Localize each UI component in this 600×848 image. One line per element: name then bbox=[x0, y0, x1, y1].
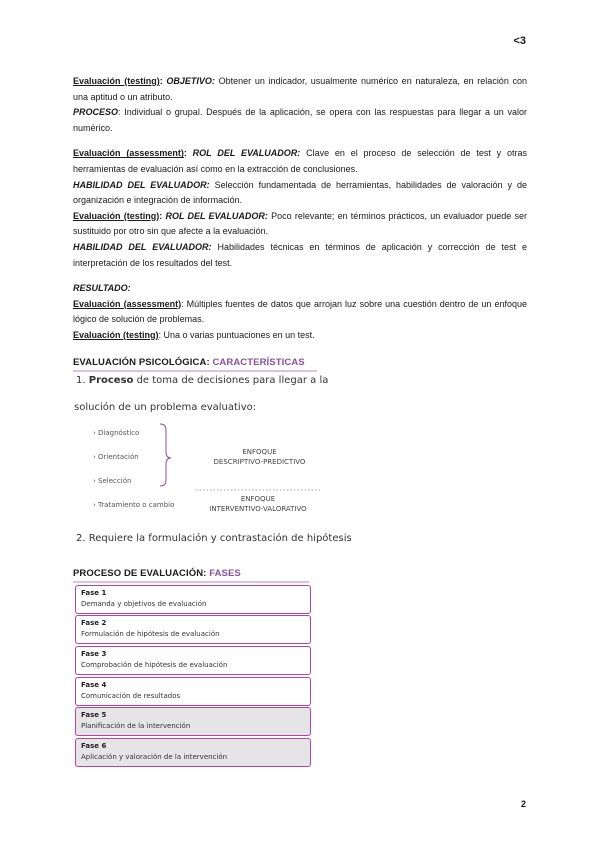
paragraph-text: Habilidades técnicas en términos de aplicación y corrección de test e interpretación de los resultados del test. bbox=[73, 241, 527, 268]
key-label: ROL DEL EVALUADOR: bbox=[165, 210, 268, 221]
key-label: HABILIDAD DEL EVALUADOR: bbox=[73, 241, 212, 252]
rol-assessment-paragraph: Evaluación (assessment): ROL DEL EVALUADOR: Clave en el proceso de selección de test y otras herramientas de evaluación así como en la extracción de conclusiones. bbox=[73, 148, 527, 174]
fase-title: Fase 3 bbox=[81, 650, 107, 658]
fase-title: Fase 2 bbox=[81, 619, 107, 627]
key-label: PROCESO bbox=[73, 107, 119, 118]
resultado-assessment-paragraph bbox=[73, 297, 527, 328]
habilidad-assessment-paragraph bbox=[73, 178, 527, 209]
title-underline bbox=[73, 581, 309, 583]
objetivo-paragraph: Evaluación (testing): OBJETIVO: Obtener un indicador, usualmente numérico en naturaleza, en relación con una aptitud o un atributo. bbox=[73, 76, 528, 102]
enfoque-line1: ENFOQUE bbox=[240, 495, 276, 503]
item1-line2: solución de un problema evaluativo: bbox=[74, 402, 257, 413]
bullet-icon: › bbox=[93, 501, 96, 509]
enfoque-line1: ENFOQUE bbox=[242, 448, 277, 456]
fase-box-2 bbox=[75, 615, 311, 644]
fase-desc: Aplicación y valoración de la intervención bbox=[81, 753, 228, 761]
fase-title: Fase 6 bbox=[81, 742, 107, 750]
caracteristicas-figure bbox=[72, 372, 372, 552]
fases-title bbox=[73, 568, 241, 579]
proceso-paragraph bbox=[73, 105, 527, 136]
item1-rest: de toma de decisiones para llegar a la bbox=[133, 375, 329, 386]
term-label: Evaluación (assessment) bbox=[73, 148, 184, 159]
fase-desc: Planificación de la intervención bbox=[81, 722, 191, 730]
paragraph-text: Clave en el proceso de selección de test y otras herramientas de evaluación así como en la extracción de conclusiones. bbox=[73, 148, 527, 174]
enfoque-line2: INTERVENTIVO-VALORATIVO bbox=[209, 505, 307, 513]
key-label: OBJETIVO: bbox=[166, 76, 215, 86]
brace-bracket bbox=[160, 424, 171, 486]
option-text: Diagnóstico bbox=[98, 429, 140, 437]
bullet-icon: › bbox=[93, 429, 96, 437]
fase-desc: Comunicación de resultados bbox=[81, 692, 181, 700]
item2-text: 2. Requiere la formulación y contrastación de hipótesis bbox=[76, 533, 352, 544]
fase-box-3 bbox=[75, 646, 311, 675]
enfoque-interventivo bbox=[198, 494, 318, 514]
fase-desc: Demanda y objetivos de evaluación bbox=[81, 600, 207, 608]
bullet-icon: › bbox=[93, 453, 96, 461]
paragraph-text: Obtener un indicador, usualmente numérico en naturaleza, en relación con una aptitud o un atributo. bbox=[73, 76, 528, 102]
habilidad-testing-paragraph bbox=[73, 240, 527, 271]
bullet-icon: › bbox=[93, 477, 96, 485]
fase-desc: Comprobación de hipótesis de evaluación bbox=[81, 661, 228, 669]
paragraph-text: : Individual o grupal. Después de la aplicación, se opera con las respuestas para llegar a un valor numérico. bbox=[73, 107, 527, 133]
term-label: Evaluación (assessment) bbox=[73, 298, 182, 309]
paragraph-text: : Múltiples fuentes de datos que arrojan luz sobre una cuestión dentro de un enfoque lógico de solución de problemas. bbox=[73, 298, 527, 325]
definitions-block bbox=[73, 74, 527, 344]
title-text: PROCESO DE EVALUACIÓN: bbox=[73, 568, 210, 579]
key-label: ROL DEL EVALUADOR: bbox=[192, 148, 301, 159]
option-text: Orientación bbox=[98, 453, 139, 461]
fase-desc: Formulación de hipótesis de evaluación bbox=[81, 630, 220, 638]
key-label: RESULTADO: bbox=[73, 283, 131, 294]
option-text: Selección bbox=[98, 477, 132, 485]
paragraph-text: Poco relevante; en términos prácticos, un evaluador puede ser sustituido por otro sin que afecte a la evaluación. bbox=[73, 210, 527, 237]
fase-box-4 bbox=[75, 677, 311, 706]
title-text: EVALUACIÓN PSICOLÓGICA: bbox=[73, 357, 213, 368]
paragraph-text: Selección fundamentada de herramientas, habilidades de valoración y de organización e integración de información. bbox=[73, 179, 527, 206]
term-label: Evaluación (testing) bbox=[73, 329, 159, 340]
resultado-heading bbox=[73, 281, 527, 297]
key-label: HABILIDAD DEL EVALUADOR: bbox=[73, 179, 210, 190]
fase-box-5 bbox=[75, 707, 311, 736]
page-number: 2 bbox=[520, 799, 526, 809]
term-label: Evaluación (testing) bbox=[73, 76, 160, 86]
title-accent: CARACTERÍSTICAS bbox=[212, 357, 305, 368]
option-text: Tratamiento o cambio bbox=[98, 501, 175, 509]
term-label: Evaluación (testing) bbox=[73, 210, 160, 221]
item1-prefix: 1. bbox=[76, 375, 89, 386]
paragraph-text: : Una o varias puntuaciones en un test. bbox=[158, 329, 315, 340]
title-accent: FASES bbox=[209, 568, 241, 579]
fase-title: Fase 1 bbox=[81, 589, 107, 597]
corner-mark: <3 bbox=[513, 35, 526, 47]
fase-title: Fase 4 bbox=[81, 681, 107, 689]
resultado-testing-paragraph bbox=[73, 328, 527, 344]
fase-title: Fase 5 bbox=[81, 711, 107, 719]
rol-testing-paragraph: Evaluación (testing): ROL DEL EVALUADOR: Poco relevante; en términos prácticos, un evaluador puede ser sustituido por otro sin que afecte a la evaluación. bbox=[73, 210, 527, 237]
caracteristicas-title bbox=[73, 357, 305, 368]
fase-box-6 bbox=[75, 738, 311, 767]
item1-bold: Proceso bbox=[88, 375, 134, 386]
enfoque-line2: DESCRIPTIVO-PREDICTIVO bbox=[213, 458, 306, 466]
fase-box-1 bbox=[75, 585, 311, 614]
enfoque-descriptivo bbox=[202, 447, 317, 467]
